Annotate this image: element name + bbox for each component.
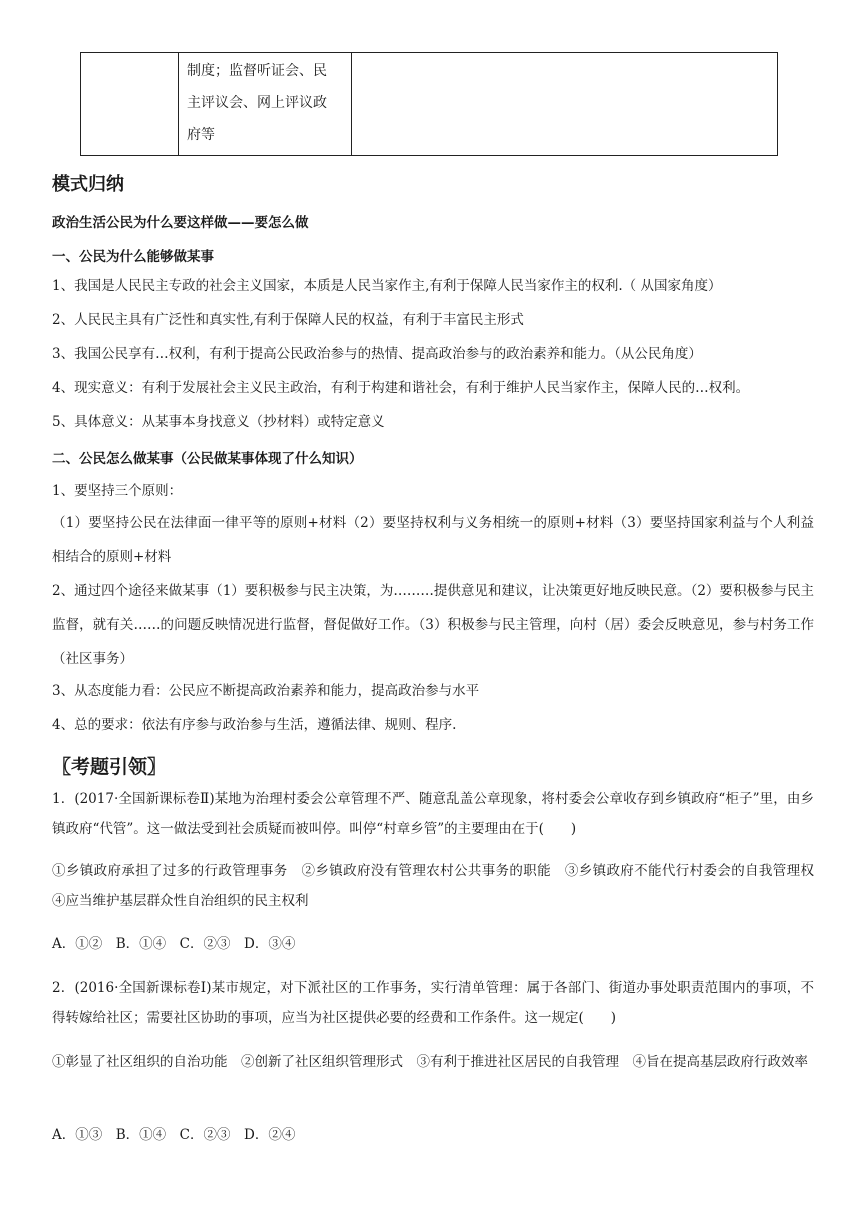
table-cell-3 xyxy=(352,53,778,156)
part2-item-2: 2、通过四个途径来做某事（1）要积极参与民主决策，为………提供意见和建议，让决策更好地反映民意。（2）要积极参与民主监督，就有关……的问题反映情况进行监督，督促做好工作。（3）积极参与民主管理，向村（居）委会反映意见，参与村务工作（社区事务） xyxy=(52,583,814,667)
subtitle: 政治生活公民为什么要这样做——要怎么做 xyxy=(52,215,309,231)
part1-item-2: 2、人民民主具有广泛性和真实性,有利于保障人民的权益，有利于丰富民主形式 xyxy=(52,312,524,328)
table-row xyxy=(81,53,778,156)
part1-item-1: 1、我国是人民民主专政的社会主义国家，本质是人民当家作主,有利于保障人民当家作主的权利.（ 从国家角度） xyxy=(52,278,722,294)
part2-heading: 二、公民怎么做某事（公民做某事体现了什么知识） xyxy=(52,451,363,467)
part1-item-3: 3、我国公民享有…权利，有利于提高公民政治参与的热情、提高政治参与的政治素养和能力。（从公民角度） xyxy=(52,346,702,362)
part2-item-3: 3、从态度能力看：公民应不断提高政治素养和能力，提高政治参与水平 xyxy=(52,683,480,699)
part1-item-5: 5、具体意义：从某事本身找意义（抄材料）或特定意义 xyxy=(52,414,385,430)
question-2-answers: A．①③ B．①④ C．②③ D．②④ xyxy=(52,1127,296,1143)
part1-item-4: 4、现实意义：有利于发展社会主义民主政治，有利于构建和谐社会，有利于维护人民当家作主，保障人民的…权利。 xyxy=(52,380,750,396)
question-2-stem: 2．(2016·全国新课标卷Ⅰ)某市规定，对下派社区的工作事务，实行清单管理：属于各部门、街道办事处职责范围内的事项，不得转嫁给社区；需要社区协助的事项，应当为社区提供必要的经费和工作条件。这一规定( ) xyxy=(52,980,814,1026)
question-1-stem: 1．(2017·全国新课标卷Ⅱ)某地为治理村委会公章管理不严、随意乱盖公章现象，将村委会公章收存到乡镇政府“柜子”里，由乡镇政府“代管”。这一做法受到社会质疑而被叫停。叫停“村章乡管”的主要理由在于( ) xyxy=(52,791,814,837)
question-2-options: ①彰显了社区组织的自治功能 ②创新了社区组织管理形式 ③有利于推进社区居民的自我管理 ④旨在提高基层政府行政效率 xyxy=(52,1054,808,1070)
table-cell-2-text: 制度；监督听证会、民 主评议会、网上评议政 府等 xyxy=(187,63,327,143)
table-cell-2 xyxy=(179,53,352,156)
part2-item-1-body: （1）要坚持公民在法律面一律平等的原则+材料（2）要坚持权利与义务相统一的原则+材料（3）要坚持国家利益与个人利益相结合的原则+材料 xyxy=(52,515,814,565)
part2-item-4: 4、总的要求：依法有序参与政治参与生活，遵循法律、规则、程序. xyxy=(52,717,457,733)
continued-table xyxy=(80,52,778,156)
question-1-answers: A．①② B．①④ C．②③ D．③④ xyxy=(52,936,296,952)
table-cell-1 xyxy=(81,53,179,156)
part2-item-1-title: 1、要坚持三个原则： xyxy=(52,483,183,499)
question-1-options: ①乡镇政府承担了过多的行政管理事务 ②乡镇政府没有管理农村公共事务的职能 ③乡镇政府不能代行村委会的自我管理权 ④应当维护基层群众性自治组织的民主权利 xyxy=(52,863,828,909)
exam-title: 〖考题引领〗 xyxy=(52,756,167,778)
part1-heading: 一、公民为什么能够做某事 xyxy=(52,249,214,265)
section-title: 模式归纳 xyxy=(52,174,124,195)
